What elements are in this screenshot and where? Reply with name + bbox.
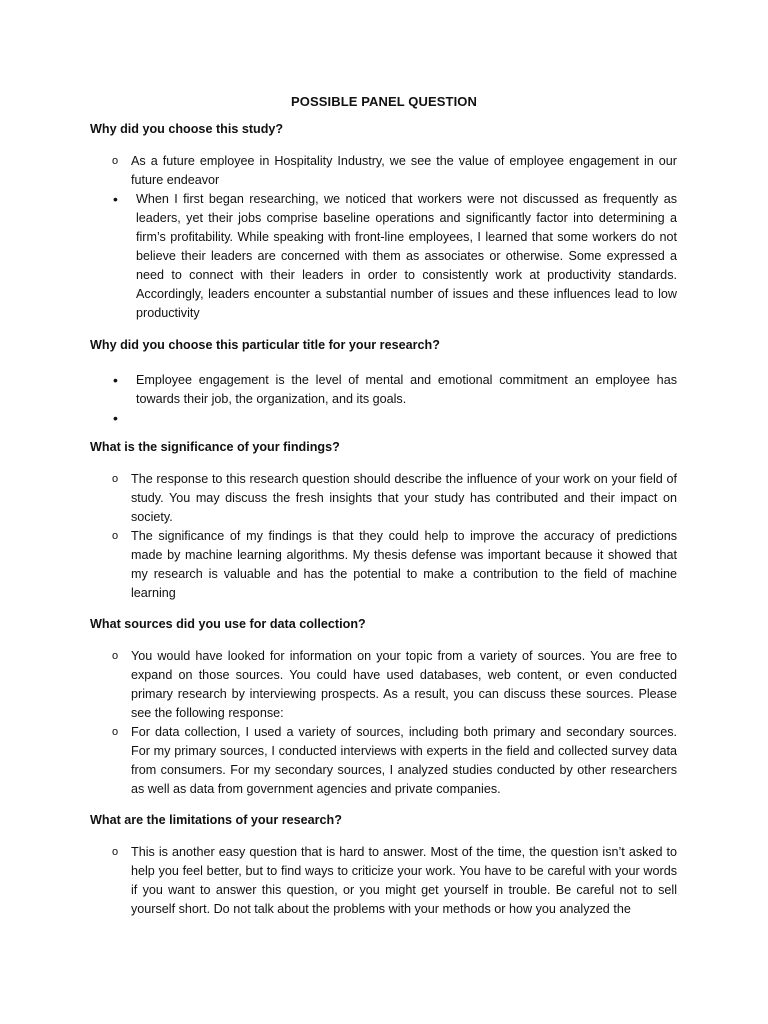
list-item-text: Employee engagement is the level of mental and emotional commitment an employee has towards their job, the organization, and its goals. [136,373,677,406]
hollow-bullet-icon: o [112,530,119,542]
list-item-text: You would have looked for information on your topic from a variety of sources. You are free to expand on those sources. You could have used databases, web content, or even conducted primary research by interviewing prospects. As a result, you can discuss these sources. Please see the following response: [131,649,677,720]
hollow-bullet-icon: o [112,650,119,662]
solid-bullet-icon: • [113,410,118,426]
question-heading: What sources did you use for data collection? [90,617,366,631]
list-item [90,647,677,723]
hollow-bullet-icon: o [112,846,119,858]
list-item [90,470,677,527]
list-item-text: As a future employee in Hospitality Industry, we see the value of employee engagement in our future endeavor [131,154,677,187]
list-item [90,409,677,428]
answer-list [90,843,677,919]
answer-list [90,470,677,603]
list-item-text: For data collection, I used a variety of sources, including both primary and secondary sources. For my primary sources, I conducted interviews with experts in the field and collected survey data from consumers. For my secondary sources, I analyzed studies conducted by other researchers as well as data from government agencies and private companies. [131,725,677,796]
question-heading: What is the significance of your findings? [90,440,340,454]
page-title: POSSIBLE PANEL QUESTION [290,94,477,109]
list-item-text: This is another easy question that is hard to answer. Most of the time, the question isn’t asked to help you feel better, but to find ways to criticize your work. You have to be careful with your words if you want to answer this question, or you might get yourself in trouble. Be careful not to sell yourself short. Do not talk about the problems with your methods or how you analyzed the [131,845,677,916]
list-item [90,527,677,603]
list-item [90,371,677,409]
solid-bullet-icon: • [113,372,118,388]
list-item [90,723,677,799]
answer-list [90,647,677,799]
document-body [90,120,677,931]
question-heading: Why did you choose this particular title for your research? [90,338,440,352]
answer-list [90,152,677,323]
question-heading: What are the limitations of your research? [90,813,342,827]
solid-bullet-icon: • [113,191,118,207]
list-item-text: The response to this research question should describe the influence of your work on your field of study. You may discuss the fresh insights that your study has contributed and their impact on society. [131,472,677,524]
list-item [90,190,677,323]
list-item-text: When I first began researching, we noticed that workers were not discussed as frequently as leaders, yet their jobs comprise baseline operations and significantly factor into determining a firm’s profitability. While speaking with front-line employees, I learned that some workers do not believe their leaders are concerned with them as associates or otherwise. Some expressed a need to connect with their leaders in order to consistently work at productivity standards. Accordingly, leaders encounter a substantial number of issues and these influences lead to low productivity [136,192,677,320]
hollow-bullet-icon: o [112,473,119,485]
question-heading: Why did you choose this study? [90,122,284,136]
answer-list [90,371,677,428]
list-item [90,152,677,190]
list-item-text: The significance of my findings is that they could help to improve the accuracy of predictions made by machine learning algorithms. My thesis defense was important because it showed that my research is valuable and has the potential to make a contribution to the field of machine learning [131,529,677,600]
list-item [90,843,677,919]
hollow-bullet-icon: o [112,155,119,167]
hollow-bullet-icon: o [112,726,119,738]
